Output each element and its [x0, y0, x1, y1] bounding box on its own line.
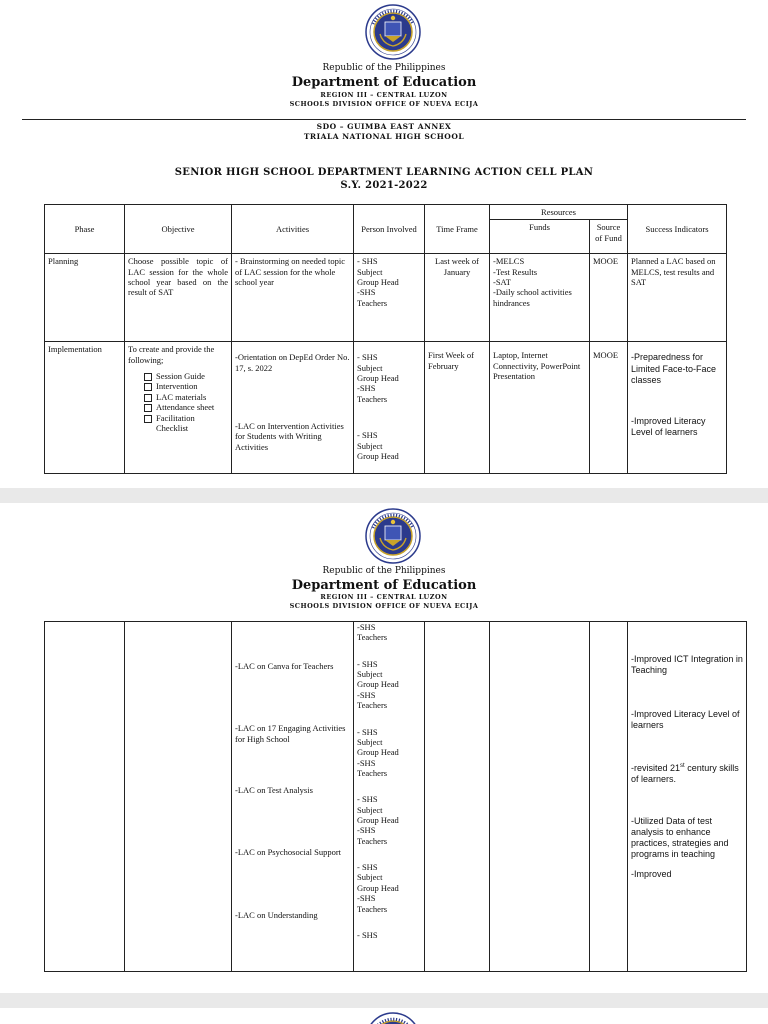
document-page-3	[0, 1008, 768, 1024]
objective-planning: Choose possible topic of LAC session for the whole school year based on the result of SAT	[125, 254, 232, 342]
table-row	[45, 622, 747, 972]
source-planning: MOOE	[590, 254, 628, 342]
header-source-of-fund: Source of Fund	[590, 220, 628, 254]
success-continued	[628, 622, 747, 972]
checklist-item: Attendance sheet	[144, 402, 228, 412]
phase-implementation: Implementation	[45, 342, 125, 474]
sdo-line: SDO – GUIMBA EAST ANNEX	[316, 122, 452, 131]
time-continued	[425, 622, 490, 972]
checkbox-icon	[144, 394, 152, 402]
school-year: S.Y. 2021-2022	[340, 180, 428, 191]
activity-psychosocial: -LAC on Psychosocial Support	[235, 847, 342, 858]
deped-seal-icon	[365, 1012, 421, 1024]
persons-implementation	[354, 342, 425, 474]
document-page-1	[0, 0, 768, 488]
region-line: REGION III – CENTRAL LUZON	[320, 91, 448, 99]
phase-continued	[45, 622, 125, 972]
table-row	[45, 254, 727, 342]
header-objective: Objective	[125, 205, 232, 254]
source-implementation: MOOE	[590, 342, 628, 474]
persons-continued	[354, 622, 425, 972]
success-ict: -Improved ICT Integration in Teaching	[631, 654, 743, 676]
header-resources: Resources	[490, 205, 628, 220]
activity-planning: - Brainstorming on needed topic of LAC session for the whole school year	[232, 254, 354, 342]
funds-planning: -MELCS -Test Results -SAT -Daily school activities hindrances	[490, 254, 590, 342]
time-planning: Last week of January	[425, 254, 490, 342]
funds-continued	[490, 622, 590, 972]
success-literacy: -Improved Literacy Level of learners	[631, 708, 740, 730]
success-planning: Planned a LAC based on MELCS, test results and SAT	[628, 254, 727, 342]
deped-seal-icon	[365, 4, 421, 60]
activities-implementation	[232, 342, 354, 474]
time-implementation: First Week of February	[425, 342, 490, 474]
objective-intro: To create and provide the following;	[128, 344, 215, 365]
checklist-item: Facilitation Checklist	[144, 413, 228, 434]
success-21st-century: -revisited 21st century skills of learners.	[631, 763, 739, 785]
lac-plan-table	[44, 204, 727, 474]
header-person-involved: Person Involved	[354, 205, 425, 254]
header-activities: Activities	[232, 205, 354, 254]
page-gap	[0, 488, 768, 503]
activity-orientation: -Orientation on DepEd Order No. 17, s. 2022	[235, 352, 350, 373]
person-top: -SHS Teachers	[357, 622, 388, 643]
region-line: REGION III – CENTRAL LUZON	[320, 593, 448, 601]
division-line: SCHOOLS DIVISION OFFICE OF NUEVA ECIJA	[289, 100, 479, 108]
activity-intervention: -LAC on Intervention Activities for Students with Writing Activities	[235, 421, 344, 452]
person-planning: - SHS Subject Group Head -SHS Teachers	[354, 254, 425, 342]
document-page-2	[0, 503, 768, 993]
header-divider	[22, 119, 746, 120]
person-psychosocial: - SHS Subject Group Head -SHS Teachers	[357, 862, 399, 914]
checkbox-icon	[144, 415, 152, 423]
activity-engaging: -LAC on 17 Engaging Activities for High School	[235, 723, 346, 744]
funds-implementation: Laptop, Internet Connectivity, PowerPoint Presentation	[490, 342, 590, 474]
school-name: TRIALA NATIONAL HIGH SCHOOL	[303, 132, 465, 141]
activity-test-analysis: -LAC on Test Analysis	[235, 785, 313, 796]
objective-implementation	[125, 342, 232, 474]
success-improved: -Improved	[631, 868, 672, 879]
person-orientation: - SHS Subject Group Head -SHS Teachers	[357, 352, 399, 404]
checklist-item: Session Guide	[144, 371, 228, 381]
header-phase: Phase	[45, 205, 125, 254]
source-continued	[590, 622, 628, 972]
header-funds: Funds	[490, 220, 590, 254]
deped-seal-icon	[365, 508, 421, 564]
phase-planning: Planning	[45, 254, 125, 342]
success-literacy: -Improved Literacy Level of learners	[631, 416, 706, 438]
republic-line: Republic of the Philippines	[322, 566, 446, 576]
deliverables-checklist	[144, 371, 228, 433]
checklist-item: LAC materials	[144, 392, 228, 402]
checkbox-icon	[144, 404, 152, 412]
success-test-data: -Utilized Data of test analysis to enhance practices, strategies and programs in teaching	[631, 815, 729, 860]
person-understanding: - SHS	[357, 929, 378, 940]
department-name: Department of Education	[291, 75, 477, 90]
header-time-frame: Time Frame	[425, 205, 490, 254]
success-implementation	[628, 342, 727, 474]
person-test-analysis: - SHS Subject Group Head -SHS Teachers	[357, 794, 399, 846]
division-line: SCHOOLS DIVISION OFFICE OF NUEVA ECIJA	[289, 602, 479, 610]
activity-understanding: -LAC on Understanding	[235, 909, 318, 920]
objective-continued	[125, 622, 232, 972]
table-row	[45, 342, 727, 474]
activities-continued	[232, 622, 354, 972]
checklist-item: Intervention	[144, 381, 228, 391]
person-intervention: - SHS Subject Group Head	[357, 430, 399, 461]
republic-line: Republic of the Philippines	[322, 63, 446, 73]
header-success-indicators: Success Indicators	[628, 205, 727, 254]
lac-plan-table-continued	[44, 621, 747, 972]
plan-title: SENIOR HIGH SCHOOL DEPARTMENT LEARNING ACTION CELL PLAN	[174, 167, 594, 178]
person-engaging: - SHS Subject Group Head -SHS Teachers	[357, 726, 399, 778]
activity-canva: -LAC on Canva for Teachers	[235, 661, 334, 671]
checkbox-icon	[144, 383, 152, 391]
success-preparedness: -Preparedness for Limited Face-to-Face classes	[631, 352, 717, 385]
department-name: Department of Education	[291, 578, 477, 593]
person-canva: - SHS Subject Group Head -SHS Teachers	[357, 658, 399, 711]
checkbox-icon	[144, 373, 152, 381]
page-gap	[0, 993, 768, 1008]
